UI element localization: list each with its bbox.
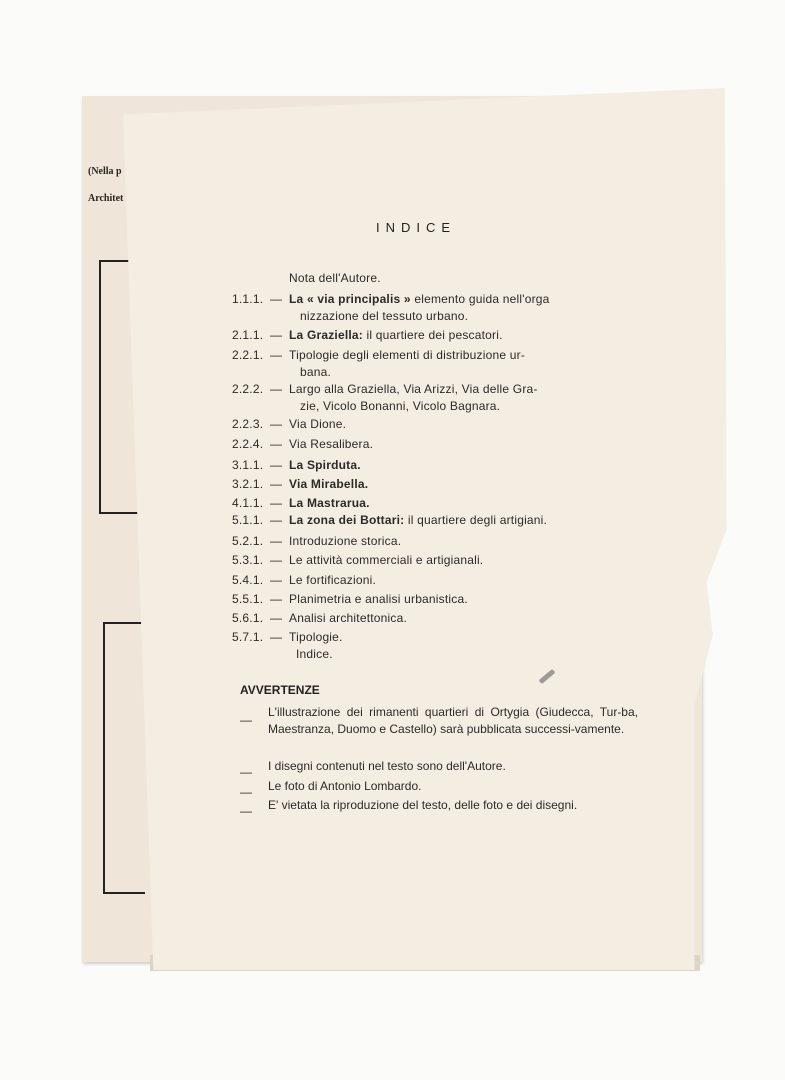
- entry-number: 5.2.1.: [232, 534, 264, 548]
- entry-text: [289, 591, 468, 608]
- entry-text: [289, 436, 373, 453]
- entry-rest: Planimetria e analisi urbanistica.: [289, 592, 468, 606]
- entry-continuation: bana.: [300, 365, 332, 379]
- entry-number: 1.1.1.: [232, 292, 264, 306]
- entry-rest: Tipologie degli elementi di distribuzione ur-: [289, 348, 526, 362]
- entry-dash: —: [270, 630, 283, 644]
- entry-text: [289, 533, 401, 550]
- entry-bold-title: La zona dei Bottari:: [289, 513, 405, 527]
- avvertenza-text: Le foto di Antonio Lombardo.: [268, 779, 422, 793]
- entry-rest: Le fortificazioni.: [289, 573, 376, 587]
- entry-dash: —: [270, 592, 283, 606]
- entry-rest: Nota dell'Autore.: [289, 271, 381, 285]
- entry-number: 5.5.1.: [232, 592, 264, 606]
- entry-text: [289, 629, 343, 646]
- entry-rest: Tipologie.: [289, 630, 343, 644]
- avvertenza-dash: —: [240, 765, 252, 779]
- back-page-frame-bottom: [103, 622, 145, 894]
- entry-dash: —: [270, 328, 283, 342]
- entry-rest: elemento guida nell'orga: [410, 292, 550, 306]
- entry-text: [289, 381, 538, 398]
- entry-bold-title: La Mastrarua.: [289, 496, 370, 510]
- back-page-text-line2: Architet: [88, 193, 124, 204]
- avvertenza-text: L'illustrazione dei rimanenti quartieri di Ortygia (Giudecca, Tur-ba, Maestranza, Duomo e Castello) sarà pubblicata successi-vamente.: [268, 705, 638, 736]
- entry-dash: —: [270, 437, 283, 451]
- entry-dash: —: [270, 458, 283, 472]
- entry-dash: —: [270, 477, 283, 491]
- entry-continuation: Indice.: [296, 647, 333, 661]
- entry-text: [289, 495, 370, 512]
- entry-number: 5.6.1.: [232, 611, 264, 625]
- entry-number: 2.2.3.: [232, 417, 264, 431]
- entry-rest: Introduzione storica.: [289, 534, 402, 548]
- entry-dash: —: [270, 534, 283, 548]
- entry-rest: Via Resalibera.: [289, 437, 374, 451]
- entry-number: 5.4.1.: [232, 573, 264, 587]
- entry-rest: Via Dione.: [289, 417, 347, 431]
- entry-text: [289, 291, 550, 308]
- entry-text: [289, 610, 407, 627]
- avvertenze-title: AVVERTENZE: [240, 683, 320, 697]
- avvertenza-text: E' vietata la riproduzione del testo, delle foto e dei disegni.: [268, 798, 578, 812]
- entry-dash: —: [270, 573, 283, 587]
- index-title: INDICE: [375, 220, 457, 235]
- entry-bold-title: Via Mirabella.: [289, 477, 369, 491]
- entry-dash: —: [270, 417, 283, 431]
- entry-dash: —: [270, 348, 283, 362]
- entry-continuation: zie, Vicolo Bonanni, Vicolo Bagnara.: [300, 399, 501, 413]
- entry-rest: Le attività commerciali e artigianali.: [289, 553, 484, 567]
- entry-text: [289, 572, 376, 589]
- avvertenza-dash: —: [240, 804, 252, 818]
- entry-continuation: nizzazione del tessuto urbano.: [300, 309, 469, 323]
- entry-number: 2.2.4.: [232, 437, 264, 451]
- entry-dash: —: [270, 553, 283, 567]
- entry-dash: —: [270, 496, 283, 510]
- entry-text: [289, 552, 483, 569]
- entry-rest: Largo alla Graziella, Via Arizzi, Via delle Gra-: [289, 382, 538, 396]
- entry-rest: il quartiere degli artigiani.: [404, 513, 548, 527]
- entry-text: [289, 347, 525, 364]
- entry-dash: —: [270, 611, 283, 625]
- entry-number: 2.2.2.: [232, 382, 264, 396]
- entry-text: [289, 476, 368, 493]
- entry-number: 2.2.1.: [232, 348, 264, 362]
- entry-text: [289, 327, 503, 344]
- entry-text: [289, 270, 381, 287]
- avvertenza-dash: —: [240, 785, 252, 799]
- avvertenza-dash: —: [240, 713, 252, 727]
- entry-dash: —: [270, 513, 283, 527]
- back-page-text-line1: (Nella p: [88, 166, 122, 177]
- entry-text: [289, 457, 361, 474]
- entry-bold-title: La Spirduta.: [289, 458, 361, 472]
- entry-number: 2.1.1.: [232, 328, 264, 342]
- avvertenza-text: I disegni contenuti nel testo sono dell'Autore.: [268, 759, 506, 773]
- entry-dash: —: [270, 382, 283, 396]
- entry-number: 4.1.1.: [232, 496, 264, 510]
- entry-number: 5.1.1.: [232, 513, 264, 527]
- entry-number: 3.2.1.: [232, 477, 264, 491]
- entry-text: [289, 416, 346, 433]
- entry-number: 5.3.1.: [232, 553, 264, 567]
- entry-number: 5.7.1.: [232, 630, 264, 644]
- entry-number: 3.1.1.: [232, 458, 264, 472]
- entry-bold-title: La Graziella:: [289, 328, 363, 342]
- entry-dash: —: [270, 292, 283, 306]
- entry-text: [289, 512, 547, 529]
- entry-rest: Analisi architettonica.: [289, 611, 407, 625]
- entry-rest: il quartiere dei pescatori.: [362, 328, 503, 342]
- entry-bold-title: La « via principalis »: [289, 292, 411, 306]
